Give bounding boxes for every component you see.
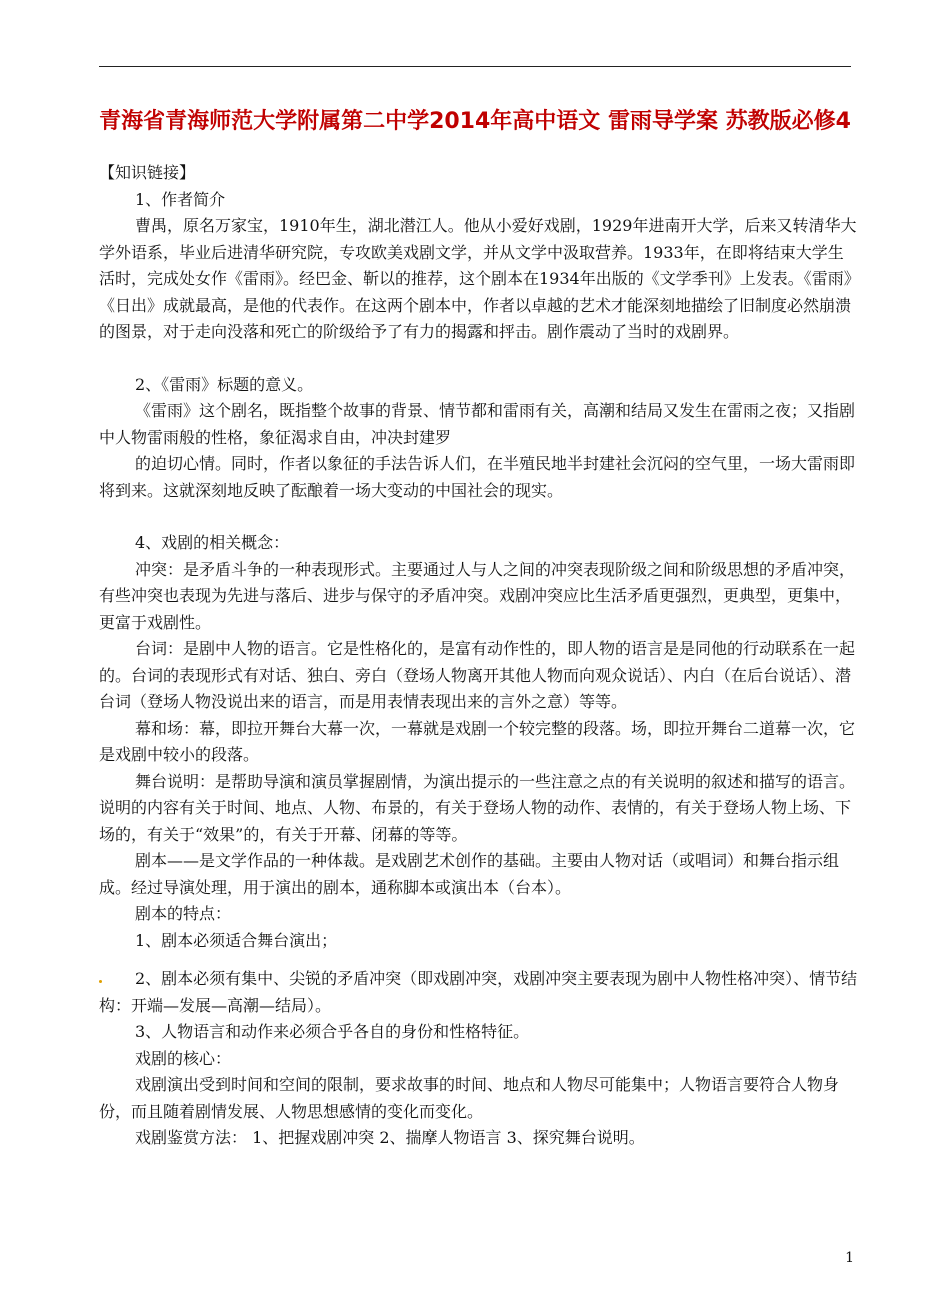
- feature-3: 3、人物语言和动作来必须合乎各自的身份和性格特征。: [135, 1022, 530, 1041]
- script-paragraph: 剧本——是文学作品的一种体裁。是戏剧艺术创作的基础。主要由人物对话（或唱词）和舞台指示组成。经过导演处理，用于演出的剧本，通称脚本或演出本（台本）。: [99, 851, 840, 897]
- title-meaning-heading: 2、《雷雨》标题的意义。: [135, 374, 314, 394]
- document-title: 青海省青海师范大学附属第二中学2014年高中语文 雷雨导学案 苏教版必修4: [99, 109, 851, 134]
- page-number: 1: [845, 1250, 854, 1266]
- feature-1: 1、剧本必须适合舞台演出；: [135, 930, 338, 950]
- core-paragraph: 戏剧演出受到时间和空间的限制，要求故事的时间、地点和人物尽可能集中；人物语言要符合人物身份，而且随着剧情发展、人物思想感情的变化而变化。: [99, 1075, 840, 1121]
- conflict-paragraph: 冲突：是矛盾斗争的一种表现形式。主要通过人与人之间的冲突表现阶级之间和阶级思想的矛盾冲突，有些冲突也表现为先进与落后、进步与保守的矛盾冲突。戏剧冲突应比生活矛盾更强烈，更典型，更集中，更富于戏剧性。: [99, 559, 856, 632]
- title-meaning-paragraph-2: 的迫切心情。同时，作者以象征的手法告诉人们，在半殖民地半封建社会沉闷的空气里，一场大雷雨即将到来。这就深刻地反映了酝酿着一场大变动的中国社会的现实。: [99, 454, 856, 500]
- feature-2: 2、剧本必须有集中、尖锐的矛盾冲突（即戏剧冲突，戏剧冲突主要表现为剧中人物性格冲突）、情节结构：开端—发展—高潮—结局）。: [99, 969, 858, 1015]
- header-rule: [99, 66, 851, 67]
- core-heading: 戏剧的核心：: [135, 1048, 232, 1068]
- concepts-heading: 4、戏剧的相关概念：: [135, 533, 290, 552]
- author-paragraph: 曹禺，原名万家宝，1910年生，湖北潜江人。他从小爱好戏剧，1929年进南开大学，后来又转清华大学外语系，毕业后进清华研究院，专攻欧美戏剧文学，并从文学中汲取营养。1933年，在即将结束大学生活时，完成处女作《雷雨》。经巴金、靳以的推荐，这个剧本在1934年出版的《文学季刊》上发表。《雷雨》《日出》成就最高，是他的代表作。在这两个剧本中，作者以卓越的艺术才能深刻地描绘了旧制度必然崩溃的图景，对于走向没落和死亡的阶级给予了有力的揭露和抨击。剧作震动了当时的戏剧界。: [99, 216, 857, 341]
- section-header: 【知识链接】: [99, 163, 196, 182]
- lines-paragraph: 台词：是剧中人物的语言。它是性格化的，是富有动作性的，即人物的语言是是同他的行动联系在一起的。台词的表现形式有对话、独白、旁白（登场人物离开其他人物而向观众说话）、内白（在后台说话）、潜台词（登场人物没说出来的语言，而是用表情表现出来的言外之意）等等。: [99, 639, 856, 711]
- author-heading: 1、作者简介: [135, 189, 226, 209]
- acts-paragraph: 幕和场：幕，即拉开舞台大幕一次，一幕就是戏剧一个较完整的段落。场，即拉开舞台二道幕一次，它是戏剧中较小的段落。: [99, 718, 856, 764]
- stage-directions-paragraph: 舞台说明：是帮助导演和演员掌握剧情，为演出提示的一些注意之点的有关说明的叙述和描写的语言。说明的内容有关于时间、地点、人物、布景的，有关于登场人物的动作、表情的，有关于登场人物上场、下场的，有关于“效果”的，有关于开幕、闭幕的等等。: [99, 771, 856, 844]
- stray-mark: [99, 980, 102, 983]
- appreciation-methods: 戏剧鉴赏方法： 1、把握戏剧冲突 2、揣摩人物语言 3、探究舞台说明。: [135, 1128, 645, 1147]
- script-features-heading: 剧本的特点：: [135, 904, 232, 923]
- document-body: [99, 160, 859, 1152]
- title-meaning-paragraph-1: 《雷雨》这个剧名，既指整个故事的背景、情节都和雷雨有关，高潮和结局又发生在雷雨之夜；又指剧中人物雷雨般的性格，象征渴求自由，冲决封建罗: [99, 401, 856, 447]
